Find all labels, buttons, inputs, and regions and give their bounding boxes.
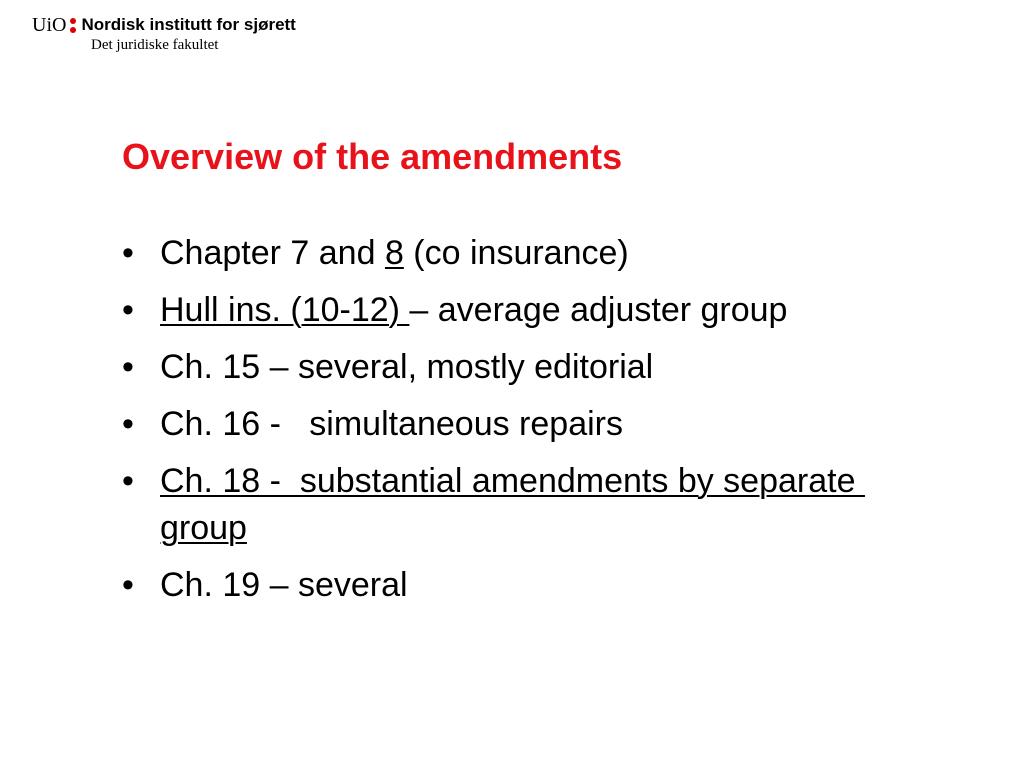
bullet-text: Ch. 19 – several [160, 566, 408, 604]
bullet-text: (co insurance) [403, 234, 629, 272]
bullet-list [122, 230, 942, 619]
bullet-text-underlined: Ch. 18 - substantial amendments by separate group [160, 462, 865, 547]
list-item [122, 401, 942, 448]
bullet-icon: • [122, 291, 134, 329]
list-item [122, 562, 942, 609]
uio-wordmark: UiO [32, 14, 67, 36]
bullet-text: Ch. 15 – several, mostly editorial [160, 348, 654, 386]
faculty-name: Det juridiske fakultet [91, 37, 219, 53]
bullet-text: Chapter 7 and [160, 234, 385, 272]
uio-logo [32, 14, 296, 36]
bullet-icon: • [122, 566, 134, 604]
list-item [122, 344, 942, 391]
uio-colon-icon [70, 18, 76, 33]
list-item [122, 287, 942, 334]
slide-title: Overview of the amendments [122, 136, 623, 177]
bullet-icon: • [122, 348, 134, 386]
bullet-text: Ch. 16 - simultaneous repairs [160, 405, 623, 443]
bullet-icon: • [122, 234, 134, 272]
bullet-text: – average adjuster group [409, 291, 788, 329]
list-item [122, 458, 942, 552]
bullet-text-underlined: Hull ins. (10-12) [160, 291, 410, 329]
bullet-icon: • [122, 462, 134, 500]
list-item [122, 230, 942, 277]
institution-header [32, 14, 296, 54]
bullet-icon: • [122, 405, 134, 443]
institute-name: Nordisk institutt for sjørett [81, 15, 296, 34]
bullet-text-underlined: 8 [384, 234, 404, 272]
